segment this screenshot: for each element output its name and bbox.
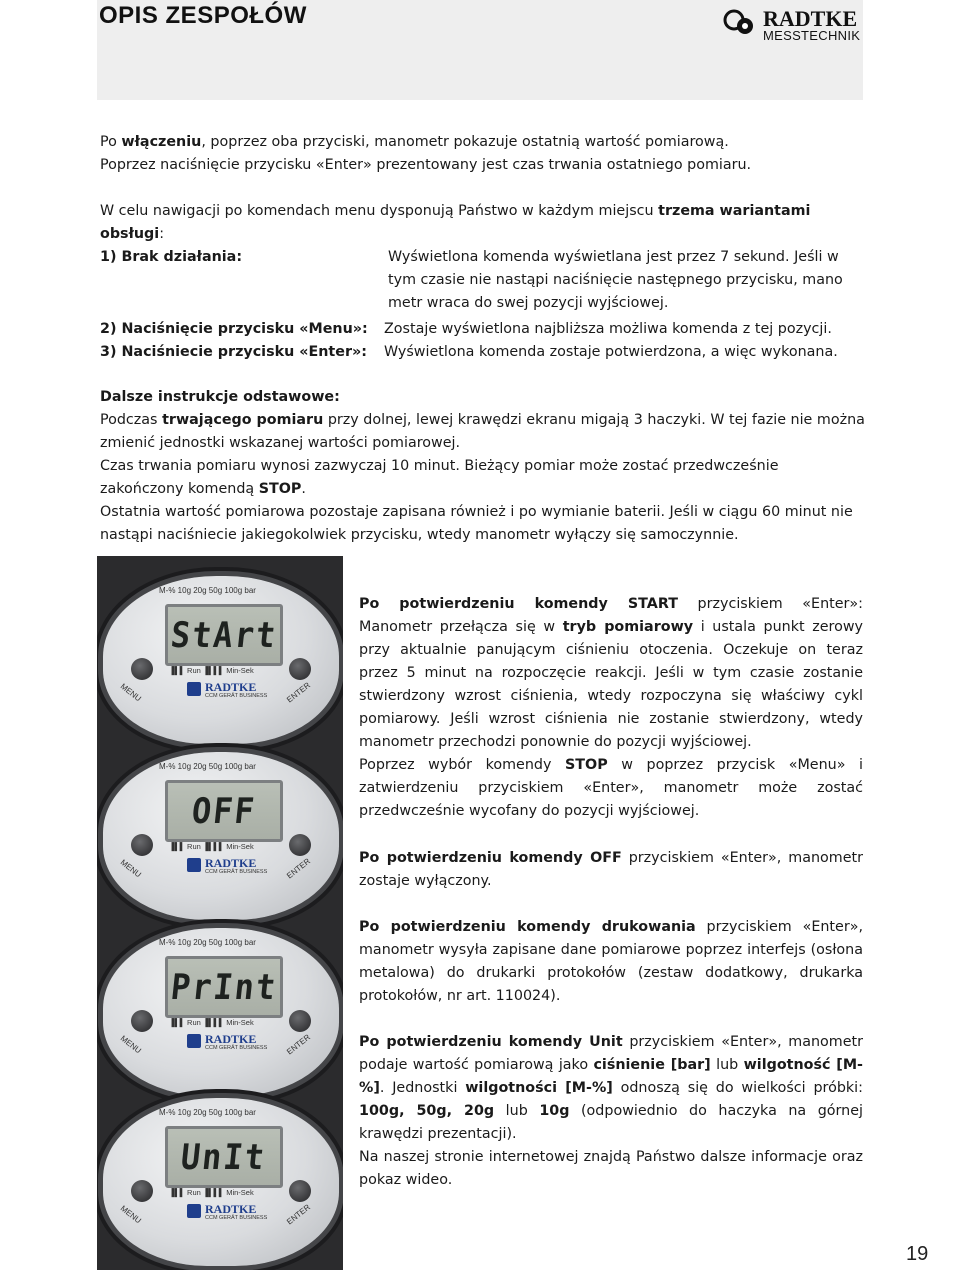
logo-mark-icon <box>723 8 757 40</box>
scale-labels: M-% 10g 20g 50g 100g bar <box>159 762 256 771</box>
scale-labels: M-% 10g 20g 50g 100g bar <box>159 586 256 595</box>
option-description: Zostaje wyświetlona najbliższa możliwa komenda z tej pozycji. <box>384 321 832 337</box>
device-photo-off <box>103 752 339 920</box>
device-brand: RADTKE CCM GERÄT BUSINESS <box>187 1032 267 1056</box>
page-number: 19 <box>906 1243 929 1265</box>
enter-label: ENTER <box>285 1202 313 1227</box>
device-brand: RADTKE CCM GERÄT BUSINESS <box>187 680 267 704</box>
menu-button-icon <box>131 1010 153 1032</box>
section-unit: Po potwierdzeniu komendy Unit przyciskiem «Enter», manometr podaje wartość pomiarową jako ciśnienie [bar] lub wilgotność [M-%]. Jednostki wilgotności [M-%] odnoszą się do wielkości próbki: 100g, 50g, 20g lub 10g (odpowiednio do haczyka na górnej krawędzi prezentacji). Na naszej stronie internetowej znajdą Państwo dalsze informacje oraz pokaz wideo. <box>359 1034 864 1188</box>
menu-label: MENU <box>118 1203 143 1226</box>
lcd-text: PrInt <box>168 966 280 1008</box>
device-photo-print <box>103 928 339 1096</box>
section-heading: Dalsze instrukcje odstawowe: <box>100 389 340 405</box>
navigation-lead: W celu nawigacji po komendach menu dysponują Państwo w każdym miejscu trzema wariantami obsługi: <box>100 203 811 242</box>
menu-label: MENU <box>118 1033 143 1056</box>
further-instructions <box>100 386 865 547</box>
scale-labels: M-% 10g 20g 50g 100g bar <box>159 938 256 947</box>
lcd-display <box>165 780 283 842</box>
device-photo-unit <box>103 1098 339 1266</box>
scale-labels: M-% 10g 20g 50g 100g bar <box>159 1108 256 1117</box>
run-labels: ▐▌▌ Run ▐▌▌▌ Min-Sek <box>169 1188 254 1197</box>
run-labels: ▐▌▌ Run ▐▌▌▌ Min-Sek <box>169 1018 254 1027</box>
section-start: Po potwierdzeniu komendy START przyciskiem «Enter»: Manometr przełącza się w tryb pomiarowy i ustala punkt zerowy przy aktualnie panującym ciśnieniu otoczenia. Oczekuje on teraz przez 5 minut na rozpoczęcie reakcji. Jeśli w tym czasie zostanie stwierdzony wzrost ciśnienia, wtedy rozpoczyna się właściwy cykl pomiarowy. Jeśli wzrost ciśnienia nie zostanie stwierdzony, wtedy manometr przechodzi ponownie do pozycji wyjściowej. Poprzez wybór komendy STOP w poprzez przycisk «Menu» i zatwierdzeniu przyciskiem «Enter», manometr może zostać przedwcześnie wycofany do pozycji wyjściowej. <box>359 596 863 819</box>
menu-label: MENU <box>118 681 143 704</box>
option-term: 3) Naciśniecie przycisku «Enter»: <box>100 344 367 360</box>
further-sentence-2: Czas trwania pomiaru wynosi zazwyczaj 10 minut. Bieżący pomiar może zostać przedwcześnie zakończony komendą STOP. <box>100 458 779 497</box>
brand-badge-icon <box>187 1204 201 1218</box>
option-term: 2) Naciśnięcie przycisku «Menu»: <box>100 321 368 337</box>
enter-label: ENTER <box>285 1032 313 1057</box>
run-labels: ▐▌▌ Run ▐▌▌▌ Min-Sek <box>169 842 254 851</box>
enter-label: ENTER <box>285 856 313 881</box>
brand-badge-icon <box>187 1034 201 1048</box>
section-off: Po potwierdzeniu komendy OFF przyciskiem «Enter», manometr zostaje wyłączony. <box>359 850 863 889</box>
intro-paragraph-2: Poprzez naciśnięcie przycisku «Enter» prezentowany jest czas trwania ostatniego pomiaru. <box>100 157 752 173</box>
section-print: Po potwierdzeniu komendy drukowania przyciskiem «Enter», manometr wysyła zapisane dane pomiarowe poprzez interfejs (osłona metalowa) do drukarki protokołów (zestaw dodatkowy, drukarka protokołów, nr art. 110024). <box>359 919 863 1004</box>
device-brand: RADTKE CCM GERÄT BUSINESS <box>187 856 267 880</box>
menu-button-icon <box>131 834 153 856</box>
option-description: Wyświetlona komenda zostaje potwierdzona, a więc wykonana. <box>384 344 838 360</box>
device-photos <box>97 556 343 1270</box>
option-term: 1) Brak działania: <box>100 249 243 265</box>
device-photo-start <box>103 576 339 744</box>
run-labels: ▐▌▌ Run ▐▌▌▌ Min-Sek <box>169 666 254 675</box>
further-sentence-1: Podczas trwającego pomiaru przy dolnej, lewej krawędzi ekranu migają 3 haczyki. W tej fazie nie można zmienić jednostki wskazanej wartości pomiarowej. <box>100 412 865 451</box>
intro <box>100 131 865 177</box>
logo-subtitle: MESSTECHNIK <box>763 28 861 43</box>
lcd-display <box>165 1126 283 1188</box>
lcd-text: UnIt <box>179 1136 269 1178</box>
enter-button-icon <box>289 658 311 680</box>
enter-button-icon <box>289 1010 311 1032</box>
lcd-text: StArt <box>168 614 280 656</box>
intro-paragraph-1: Po włączeniu, poprzez oba przyciski, manometr pokazuje ostatnią wartość pomiarową. <box>100 134 729 150</box>
enter-button-icon <box>289 1180 311 1202</box>
further-sentence-3: Ostatnia wartość pomiarowa pozostaje zapisana również i po wymianie baterii. Jeśli w ciągu 60 minut nie nastąpi naciśniecie jakiegokolwiek przycisku, wtedy manometr wyłączy się samoczynnie. <box>100 504 853 543</box>
option-description: Wyświetlona komenda wyświetlana jest przez 7 sekund. Jeśli w tym czasie nie nastąpi naciśnięcie następnego przycisku, mano metr wraca do swej pozycji wyjściowej. <box>388 249 843 311</box>
logo-name: RADTKE <box>763 6 858 31</box>
lcd-display <box>165 604 283 666</box>
enter-button-icon <box>289 834 311 856</box>
menu-button-icon <box>131 1180 153 1202</box>
lcd-display <box>165 956 283 1018</box>
enter-label: ENTER <box>285 680 313 705</box>
brand-badge-icon <box>187 858 201 872</box>
device-brand: RADTKE CCM GERÄT BUSINESS <box>187 1202 267 1226</box>
menu-button-icon <box>131 658 153 680</box>
logo <box>723 6 865 44</box>
menu-label: MENU <box>118 857 143 880</box>
page-title: OPIS ZESPOŁÓW <box>99 2 307 29</box>
brand-badge-icon <box>187 682 201 696</box>
lcd-text: OFF <box>189 790 259 832</box>
